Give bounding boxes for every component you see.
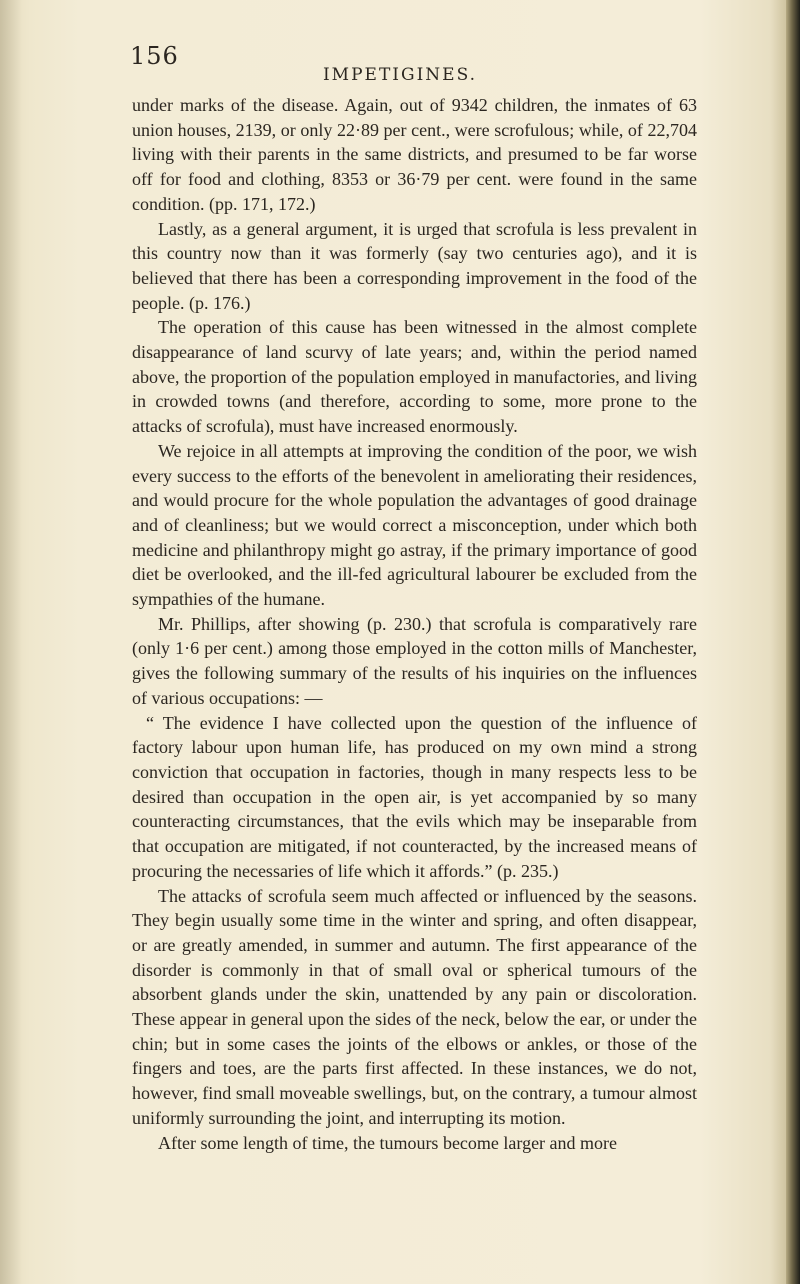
- paragraph: We rejoice in all attempts at improving the condition of the poor, we wish every success to the efforts of the benevolent in ameliorating their residences, and would procure for the whole population the advantages of good drainage and of cleanliness; but we would correct a misconception, under which both medicine and philanthropy might go astray, if the primary importance of good diet be overlooked, and the ill-fed agricultural labourer be excluded from the sympathies of the humane.: [132, 440, 697, 610]
- left-margin-stain: [0, 0, 22, 1284]
- running-head: IMPETIGINES.: [322, 65, 478, 85]
- body-text: [132, 93, 697, 1155]
- paragraph: After some length of time, the tumours become larger and more: [158, 1132, 618, 1153]
- paragraph: Lastly, as a general argument, it is urged that scrofula is less prevalent in this country now than it was formerly (say two centuries ago), and it is believed that there has been a corresponding improvement in the food of the people. (p. 176.): [132, 218, 697, 313]
- block-quote-paragraph: “ The evidence I have collected upon the question of the influence of factory labour upon human life, has produced on my own mind a strong conviction that occupation in factories, though in many respects less to be desired than occupation in the open air, is yet accompanied by so many counteracting circumstances, that the evils which may be inseparable from that occupation are mitigated, if not counteracted, by the increased means of procuring the necessaries of life which it affords.” (p. 235.): [132, 712, 697, 881]
- book-spine-edge: [786, 0, 800, 1284]
- paragraph: The operation of this cause has been witnessed in the almost complete disappearance of land scurvy of late years; and, within the period named above, the proportion of the population employed in manufactories, and living in crowded towns (and therefore, according to some, more prone to the attacks of scrofula), must have increased enormously.: [132, 317, 697, 437]
- paragraph: The attacks of scrofula seem much affected or influenced by the seasons. They begin usually some time in the winter and spring, and often disappear, or are greatly amended, in summer and autumn. The first appearance of the disorder is commonly in that of small oval or spherical tumours of the absorbent glands under the skin, unattended by any pain or discoloration. These appear in general upon the sides of the neck, below the ear, or under the chin; but in some cases the joints of the elbows or ankles, or those of the fingers and toes, are the parts first affected. In these instances, we do not, however, find small moveable swellings, but, on the contrary, a tumour almost uniformly surrounding the joint, and interrupting its motion.: [132, 885, 697, 1128]
- paragraph-continued: under marks of the disease. Again, out of 9342 children, the inmates of 63 union houses, 2139, or only 22·89 per cent., were scrofulous; while, of 22,704 living with their parents in the same districts, and presumed to be far worse off for food and clothing, 8353 or 36·79 per cent. were found in the same condition. (pp. 171, 172.): [132, 95, 697, 214]
- paragraph: Mr. Phillips, after showing (p. 230.) that scrofula is comparatively rare (only 1·6 per cent.) among those employed in the cotton mills of Manchester, gives the following summary of the results of his inquiries on the influences of various occupations: —: [132, 613, 697, 708]
- page-number: 156: [130, 42, 179, 70]
